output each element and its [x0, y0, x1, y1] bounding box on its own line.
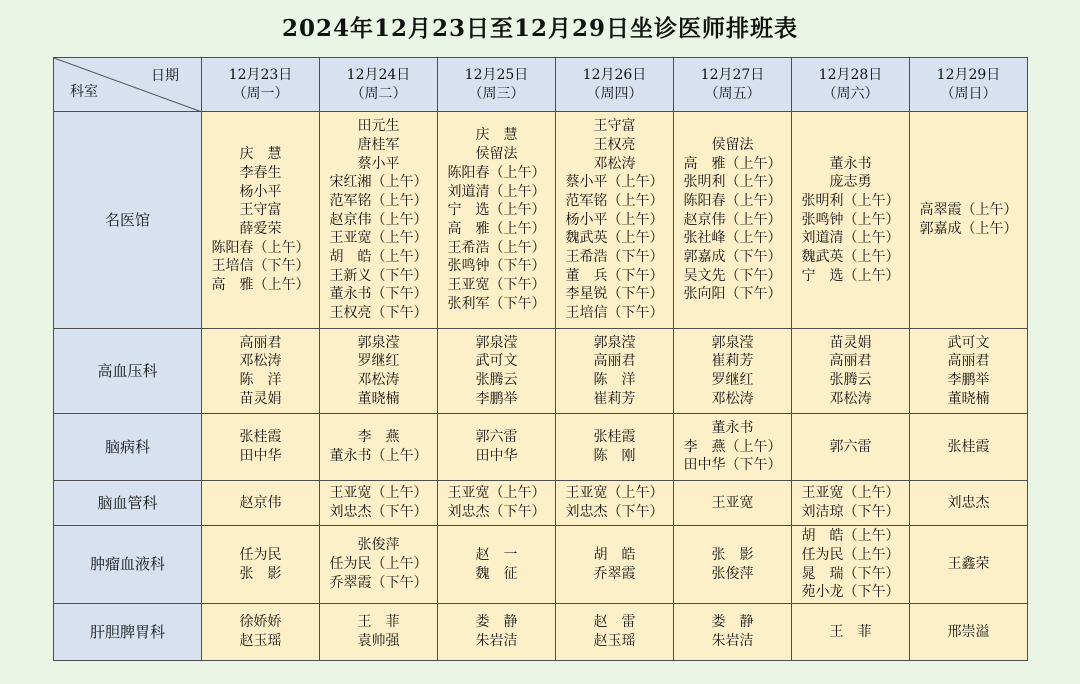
doctor-entry: 赵 一 [475, 546, 518, 563]
day-header [320, 58, 438, 112]
doctor-entry: 高丽君 [239, 334, 282, 351]
doctor-entry: 郭六雷 [475, 429, 518, 446]
doctor-entry: 王 菲 [829, 623, 872, 640]
doctor-entry: 任为民（上午） [801, 546, 900, 563]
schedule-cell [320, 414, 438, 481]
doctor-entry: 赵 雷 [593, 614, 636, 631]
doctor-entry: 杨小平（上午） [565, 211, 664, 228]
doctor-entry: 王亚宽（上午） [329, 230, 428, 247]
doctor-entry: 赵京伟 [239, 494, 282, 511]
doctor-entry: 娄 静 [475, 614, 518, 631]
doctor-entry: 苑小龙（下午） [801, 584, 900, 601]
doctor-entry: 范军铭（上午） [565, 192, 664, 209]
doctor-entry: 张俊萍 [711, 565, 754, 582]
schedule-cell [674, 604, 792, 661]
schedule-cell [320, 481, 438, 526]
doctor-entry: 乔翠霞 [593, 565, 636, 582]
doctor-entry: 陈阳春（上午） [447, 164, 546, 181]
schedule-cell [910, 481, 1028, 526]
doctor-entry: 庆 慧 [475, 127, 518, 144]
schedule-cell [910, 414, 1028, 481]
day-weekday: （周三） [468, 85, 525, 102]
doctor-entry: 侯留法 [711, 136, 754, 153]
doctor-entry: 赵京伟（上午） [329, 211, 428, 228]
doctor-entry: 高 雅（上午） [211, 277, 310, 294]
doctor-entry: 刘洁琼（下午） [801, 504, 900, 520]
doctor-entry: 郭嘉成（下午） [683, 249, 782, 266]
doctor-entry: 武可文 [475, 353, 518, 370]
date-axis-label: 日期 [151, 68, 179, 84]
page-title: 2024年12月23日至12月29日坐诊医师排班表 [281, 15, 799, 42]
department-axis-label: 科室 [70, 84, 98, 101]
schedule-cell [202, 604, 320, 661]
department-row [54, 329, 1028, 414]
doctor-entry: 张鸣钟（上午） [801, 211, 900, 228]
doctor-entry: 邓松涛 [357, 372, 400, 388]
schedule-cell [438, 481, 556, 526]
department-name: 肝胆脾胃科 [54, 604, 202, 661]
day-weekday: （周五） [704, 85, 761, 102]
doctor-entry: 陈阳春（上午） [211, 239, 310, 256]
doctor-entry: 刘忠杰 [947, 494, 990, 511]
schedule-table [53, 57, 1028, 661]
doctor-entry: 王亚宽（上午） [329, 485, 428, 502]
schedule-cell [320, 329, 438, 414]
day-header [202, 58, 320, 112]
schedule-cell [792, 329, 910, 414]
day-date: 12月23日 [228, 66, 293, 83]
doctor-entry: 张桂霞 [947, 438, 990, 455]
doctor-entry: 董永书 [829, 155, 872, 172]
doctor-entry: 张社峰（上午） [683, 230, 782, 247]
doctor-entry: 王希浩（下午） [565, 249, 664, 266]
doctor-entry: 田中华（下午） [683, 457, 782, 474]
day-header [556, 58, 674, 112]
day-weekday: （周日） [940, 85, 997, 102]
doctor-entry: 杨小平 [239, 183, 282, 200]
doctor-entry: 张腾云 [475, 372, 518, 388]
doctor-entry: 刘道清（上午） [801, 230, 900, 247]
schedule-cell [792, 414, 910, 481]
day-weekday: （周一） [232, 85, 289, 102]
doctor-entry: 董晓楠 [357, 390, 400, 407]
day-date: 12月29日 [936, 66, 1001, 83]
doctor-entry: 王亚宽 [711, 494, 754, 511]
schedule-cell [438, 329, 556, 414]
doctor-entry: 刘道清（上午） [447, 183, 546, 200]
department-name: 高血压科 [54, 329, 202, 414]
doctor-entry: 张明利（上午） [801, 192, 900, 209]
schedule-cell [438, 414, 556, 481]
schedule-cell [438, 526, 556, 604]
doctor-entry: 袁帅强 [357, 633, 400, 649]
doctor-entry: 罗继红 [711, 372, 754, 388]
doctor-entry: 娄 静 [711, 614, 754, 631]
schedule-cell [792, 112, 910, 329]
day-weekday: （周四） [586, 85, 643, 102]
doctor-entry: 武可文 [947, 334, 990, 351]
doctor-entry: 郭泉滢 [475, 334, 518, 351]
doctor-entry: 董晓楠 [947, 390, 990, 407]
doctor-entry: 陈 洋 [239, 372, 282, 388]
doctor-entry: 张俊萍 [357, 537, 400, 554]
schedule-cell [674, 481, 792, 526]
doctor-entry: 崔莉芳 [711, 353, 754, 370]
doctor-entry: 蔡小平（上午） [565, 174, 664, 191]
doctor-entry: 郭嘉成（上午） [919, 221, 1018, 237]
doctor-entry: 张腾云 [829, 372, 872, 388]
doctor-entry: 王权亮 [593, 136, 636, 153]
schedule-cell [556, 604, 674, 661]
doctor-entry: 郭泉滢 [357, 334, 400, 351]
schedule-cell [910, 526, 1028, 604]
day-date: 12月27日 [700, 66, 765, 83]
doctor-entry: 宁 选（上午） [801, 267, 900, 284]
doctor-entry: 薛爱荣 [239, 221, 282, 237]
department-row [54, 481, 1028, 526]
doctor-entry: 高 雅（上午） [447, 221, 546, 237]
doctor-entry: 唐桂军 [357, 136, 400, 153]
schedule-cell [910, 604, 1028, 661]
doctor-entry: 王权亮（下午） [329, 305, 428, 322]
doctor-entry: 罗继红 [357, 353, 400, 370]
doctor-entry: 陈 洋 [593, 372, 636, 388]
doctor-entry: 任为民 [239, 546, 282, 563]
department-row [54, 526, 1028, 604]
doctor-entry: 宋红湘（上午） [329, 174, 428, 191]
schedule-cell [202, 481, 320, 526]
day-date: 12月25日 [464, 66, 529, 83]
department-name: 名医馆 [54, 112, 202, 329]
doctor-entry: 邓松涛 [711, 390, 754, 407]
department-name: 肿瘤血液科 [54, 526, 202, 604]
doctor-entry: 董永书 [711, 419, 754, 436]
doctor-entry: 邓松涛 [239, 353, 282, 370]
day-date: 12月28日 [818, 66, 883, 83]
doctor-entry: 李 燕（上午） [683, 438, 782, 455]
schedule-cell [556, 526, 674, 604]
doctor-entry: 董 兵（下午） [565, 267, 664, 284]
doctor-entry: 乔翠霞（下午） [329, 574, 428, 591]
day-header [438, 58, 556, 112]
doctor-entry: 张明利（上午） [683, 174, 782, 191]
doctor-entry: 陈阳春（上午） [683, 192, 782, 209]
doctor-entry: 胡 皓 [593, 546, 636, 563]
schedule-cell [320, 526, 438, 604]
doctor-entry: 李 燕 [357, 429, 400, 446]
schedule-cell [556, 481, 674, 526]
doctor-entry: 郭泉滢 [711, 334, 754, 351]
doctor-entry: 王 菲 [357, 614, 400, 631]
doctor-entry: 吴文先（下午） [683, 267, 782, 284]
doctor-entry: 李鹏举 [475, 390, 518, 407]
day-header [910, 58, 1028, 112]
doctor-entry: 田中华 [475, 448, 518, 464]
doctor-entry: 郭六雷 [829, 438, 872, 455]
doctor-entry: 李春生 [239, 164, 282, 181]
doctor-entry: 田中华 [239, 448, 282, 464]
doctor-entry: 侯留法 [475, 146, 518, 163]
doctor-entry: 宁 选（上午） [447, 202, 546, 219]
day-date: 12月24日 [346, 66, 411, 83]
doctor-entry: 董永书（上午） [329, 448, 428, 464]
doctor-entry: 高丽君 [829, 353, 872, 370]
doctor-entry: 任为民（上午） [329, 556, 428, 573]
doctor-entry: 董永书（下午） [329, 286, 428, 303]
doctor-entry: 赵京伟（上午） [683, 211, 782, 228]
schedule-cell [674, 112, 792, 329]
day-weekday: （周六） [822, 85, 879, 102]
department-row [54, 604, 1028, 661]
doctor-entry: 张利军（下午） [447, 295, 546, 312]
schedule-cell [910, 112, 1028, 329]
department-row [54, 112, 1028, 329]
day-weekday: （周二） [350, 85, 407, 102]
doctor-entry: 崔莉芳 [593, 390, 636, 407]
doctor-entry: 邢崇溢 [947, 623, 990, 640]
doctor-entry: 胡 皓（上午） [329, 249, 428, 266]
doctor-entry: 王亚宽（上午） [565, 485, 664, 502]
schedule-cell [202, 329, 320, 414]
doctor-entry: 赵玉瑶 [593, 633, 636, 649]
doctor-entry: 范军铭（上午） [329, 192, 428, 209]
schedule-cell [438, 604, 556, 661]
doctor-entry: 郭泉滢 [593, 334, 636, 351]
schedule-cell [674, 526, 792, 604]
department-row [54, 414, 1028, 481]
corner-header [54, 58, 202, 112]
doctor-entry: 王鑫荣 [947, 556, 990, 573]
doctor-entry: 王亚宽（上午） [801, 485, 900, 502]
schedule-cell [202, 112, 320, 329]
doctor-entry: 张桂霞 [239, 429, 282, 446]
department-name: 脑血管科 [54, 481, 202, 526]
doctor-entry: 蔡小平 [357, 155, 400, 172]
doctor-entry: 王亚宽（上午） [447, 485, 546, 502]
doctor-entry: 李星锐（下午） [565, 286, 664, 303]
doctor-entry: 胡 皓（上午） [801, 528, 900, 545]
doctor-entry: 苗灵娟 [829, 334, 872, 351]
day-date: 12月26日 [582, 66, 647, 83]
schedule-cell [556, 329, 674, 414]
doctor-entry: 王守富 [239, 202, 282, 219]
schedule-cell [556, 414, 674, 481]
doctor-entry: 高翠霞（上午） [919, 202, 1018, 219]
doctor-entry: 魏武英（上午） [801, 249, 900, 266]
doctor-entry: 王亚宽（下午） [447, 277, 546, 294]
doctor-entry: 张鸣钟（下午） [447, 258, 546, 275]
doctor-entry: 陈 刚 [593, 448, 636, 464]
doctor-entry: 王培信（下午） [565, 305, 664, 322]
schedule-cell [910, 329, 1028, 414]
doctor-entry: 王守富 [593, 118, 636, 135]
doctor-entry: 魏武英（上午） [565, 230, 664, 247]
schedule-cell [320, 604, 438, 661]
doctor-entry: 刘忠杰（下午） [329, 504, 428, 520]
doctor-entry: 张 影 [711, 546, 754, 563]
day-header [792, 58, 910, 112]
doctor-entry: 王希浩（上午） [447, 239, 546, 256]
schedule-cell [674, 329, 792, 414]
doctor-entry: 庞志勇 [829, 174, 872, 191]
doctor-entry: 高丽君 [593, 353, 636, 370]
day-header [674, 58, 792, 112]
schedule-cell [556, 112, 674, 329]
doctor-entry: 刘忠杰（下午） [565, 504, 664, 520]
doctor-entry: 高丽君 [947, 353, 990, 370]
doctor-entry: 邓松涛 [593, 155, 636, 172]
doctor-entry: 魏 征 [475, 565, 518, 582]
schedule-cell [792, 481, 910, 526]
doctor-entry: 张桂霞 [593, 429, 636, 446]
doctor-entry: 苗灵娟 [239, 390, 282, 407]
schedule-cell [674, 414, 792, 481]
doctor-entry: 王培信（下午） [211, 258, 310, 275]
doctor-entry: 赵玉瑶 [239, 633, 282, 649]
doctor-entry: 田元生 [357, 118, 400, 135]
schedule-cell [438, 112, 556, 329]
header-row [54, 58, 1028, 112]
doctor-entry: 晁 瑞（下午） [801, 565, 900, 582]
schedule-cell [202, 414, 320, 481]
schedule-cell [792, 604, 910, 661]
doctor-entry: 刘忠杰（下午） [447, 504, 546, 520]
doctor-entry: 朱岩洁 [711, 633, 754, 649]
schedule-cell [202, 526, 320, 604]
schedule-cell [320, 112, 438, 329]
department-name: 脑病科 [54, 414, 202, 481]
doctor-entry: 高 雅（上午） [683, 155, 782, 172]
doctor-entry: 张 影 [239, 565, 282, 582]
doctor-entry: 徐娇娇 [239, 614, 282, 631]
schedule-cell [792, 526, 910, 604]
doctor-entry: 李鹏举 [947, 372, 990, 388]
doctor-entry: 朱岩洁 [475, 633, 518, 649]
doctor-entry: 王新义（下午） [329, 267, 428, 284]
doctor-entry: 张向阳（下午） [683, 286, 782, 303]
doctor-entry: 邓松涛 [829, 390, 872, 407]
doctor-entry: 庆 慧 [239, 146, 282, 163]
